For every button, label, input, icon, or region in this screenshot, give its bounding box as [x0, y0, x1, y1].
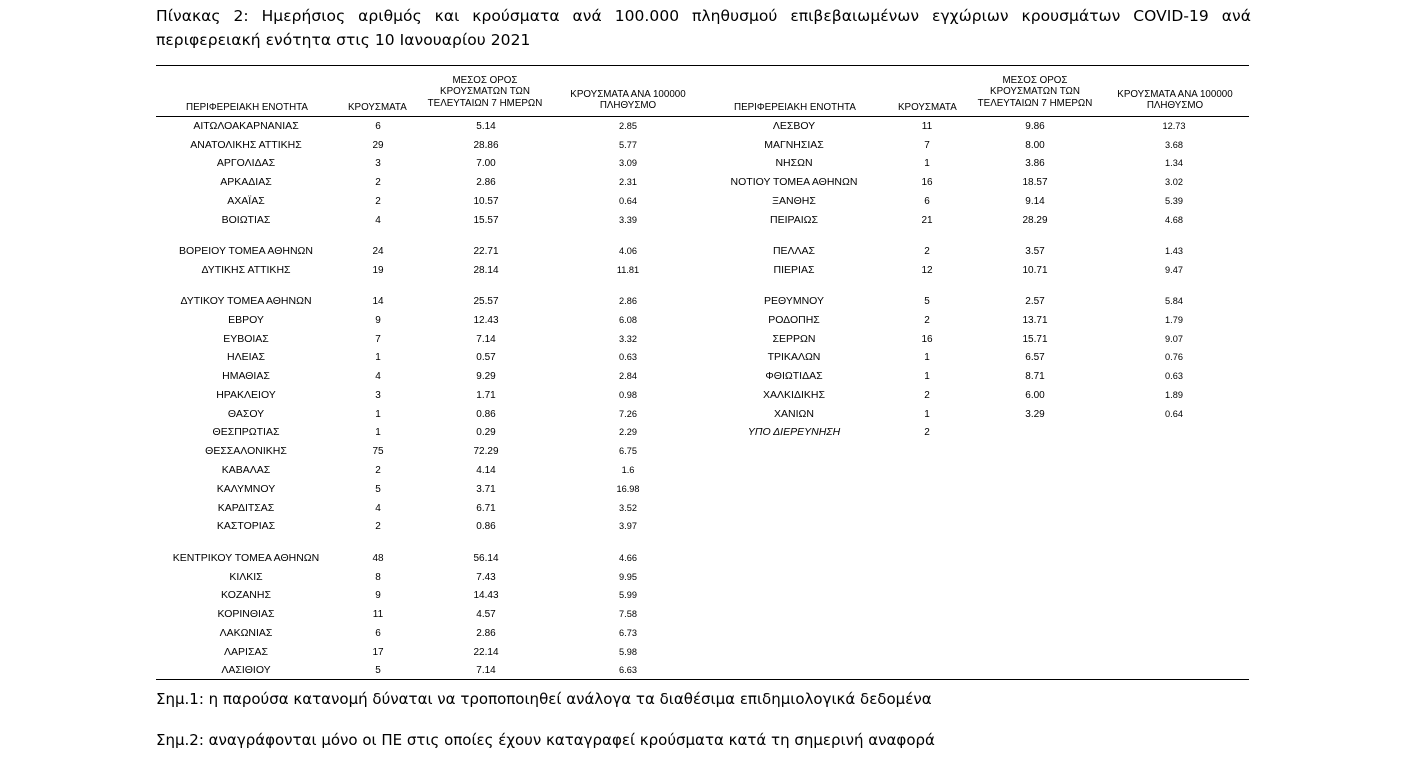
avg-cell: 56.14: [473, 553, 499, 564]
region-cell: ΞΑΝΘΗΣ: [772, 195, 816, 207]
header-per100k-line: ΠΛΗΘΥΣΜΟ: [1146, 100, 1204, 112]
cases-cell: 2: [924, 390, 930, 401]
cases-cell: 5: [924, 296, 930, 307]
cases-cell: 2: [375, 196, 381, 207]
per100k-cell: 1.43: [1165, 246, 1183, 256]
per100k-cell: 4.66: [619, 553, 637, 563]
cases-cell: 11: [921, 121, 933, 132]
region-cell: ΒΟΙΩΤΙΑΣ: [221, 214, 271, 226]
cases-cell: 4: [375, 215, 381, 226]
per100k-cell: 9.07: [1165, 334, 1183, 344]
header-avg-line: ΤΕΛΕΥΤΑΙΩΝ 7 ΗΜΕΡΩΝ: [977, 97, 1093, 109]
cases-cell: 4: [375, 503, 381, 514]
region-cell: ΑΙΤΩΛΟΑΚΑΡΝΑΝΙΑΣ: [193, 120, 299, 132]
avg-cell: 6.57: [1025, 352, 1045, 363]
cases-cell: 1: [924, 158, 930, 169]
avg-cell: 3.86: [1025, 158, 1045, 169]
per100k-cell: 0.64: [1165, 409, 1183, 419]
cases-cell: 11: [372, 609, 384, 620]
per100k-cell: 5.77: [619, 140, 637, 150]
avg-cell: 72.29: [473, 446, 499, 457]
header-avg: [975, 75, 1095, 109]
per100k-cell: 1.79: [1165, 315, 1183, 325]
region-cell: ΗΜΑΘΙΑΣ: [222, 370, 270, 382]
per100k-cell: 3.09: [619, 158, 637, 168]
per100k-cell: 0.76: [1165, 352, 1183, 362]
avg-cell: 10.71: [1022, 265, 1048, 276]
avg-cell: 3.71: [476, 484, 496, 495]
region-cell: ΔΥΤΙΚΗΣ ΑΤΤΙΚΗΣ: [201, 264, 291, 276]
region-cell: ΚΑΡΔΙΤΣΑΣ: [217, 502, 275, 514]
avg-cell: 0.86: [476, 521, 496, 532]
cases-cell: 6: [375, 121, 381, 132]
header-cases: ΚΡΟΥΣΜΑΤΑ: [348, 102, 407, 113]
per100k-cell: 5.99: [619, 590, 637, 600]
per100k-cell: 2.29: [619, 427, 637, 437]
avg-cell: 7.14: [476, 665, 496, 676]
per100k-cell: 2.84: [619, 371, 637, 381]
region-cell: ΗΡΑΚΛΕΙΟΥ: [216, 389, 276, 401]
per100k-cell: 0.63: [1165, 371, 1183, 381]
avg-cell: 22.14: [473, 647, 499, 658]
avg-cell: 28.29: [1022, 215, 1048, 226]
header-cases: ΚΡΟΥΣΜΑΤΑ: [898, 102, 957, 113]
cases-cell: 3: [375, 158, 381, 169]
per100k-cell: 1.34: [1165, 158, 1183, 168]
per100k-cell: 3.97: [619, 521, 637, 531]
avg-cell: 7.00: [476, 158, 496, 169]
cases-cell: 16: [921, 334, 933, 345]
per100k-cell: 7.26: [619, 409, 637, 419]
region-cell: ΚΕΝΤΡΙΚΟΥ ΤΟΜΕΑ ΑΘΗΝΩΝ: [172, 552, 320, 564]
header-avg-line: ΚΡΟΥΣΜΑΤΩΝ ΤΩΝ: [440, 86, 530, 98]
cases-cell: 8: [375, 572, 381, 583]
region-cell: ΤΡΙΚΑΛΩΝ: [767, 351, 821, 363]
cases-cell: 2: [924, 427, 930, 438]
avg-cell: 14.43: [473, 590, 499, 601]
header-avg-line: ΜΕΣΟΣ ΟΡΟΣ: [452, 75, 518, 86]
region-cell: ΝΟΤΙΟΥ ΤΟΜΕΑ ΑΘΗΝΩΝ: [730, 176, 858, 188]
region-cell: ΘΑΣΟΥ: [227, 408, 265, 420]
cases-cell: 1: [375, 352, 381, 363]
region-cell: ΠΙΕΡΙΑΣ: [773, 264, 815, 276]
region-cell: ΗΛΕΙΑΣ: [226, 351, 266, 363]
per100k-cell: 0.64: [619, 196, 637, 206]
per100k-cell: 0.63: [619, 352, 637, 362]
region-cell: ΧΑΛΚΙΔΙΚΗΣ: [763, 389, 825, 401]
header-region: ΠΕΡΙΦΕΡΕΙΑΚΗ ΕΝΟΤΗΤΑ: [734, 102, 856, 113]
avg-cell: 6.00: [1025, 390, 1045, 401]
per100k-cell: 1.6: [621, 465, 635, 475]
per100k-cell: 0.98: [619, 390, 637, 400]
cases-cell: 7: [924, 140, 930, 151]
avg-cell: 13.71: [1022, 315, 1048, 326]
per100k-cell: 9.95: [619, 572, 637, 582]
region-cell: ΚΑΛΥΜΝΟΥ: [216, 483, 276, 495]
avg-cell: 15.71: [1022, 334, 1048, 345]
note-2: Σημ.2: αναγράφονται μόνο οι ΠΕ στις οποίες έχουν καταγραφεί κρούσματα κατά τη σημερινή αναφορά: [156, 731, 935, 749]
region-cell: ΛΑΚΩΝΙΑΣ: [219, 627, 273, 639]
per100k-cell: 3.02: [1165, 177, 1183, 187]
cases-cell: 24: [372, 246, 384, 257]
avg-cell: 8.00: [1025, 140, 1045, 151]
header-per100k: [558, 89, 698, 112]
cases-cell: 2: [375, 177, 381, 188]
region-cell: ΜΑΓΝΗΣΙΑΣ: [764, 139, 824, 151]
region-cell: ΑΡΓΟΛΙΔΑΣ: [216, 157, 276, 169]
cases-cell: 2: [924, 315, 930, 326]
cases-cell: 12: [921, 265, 933, 276]
region-cell: ΘΕΣΠΡΩΤΙΑΣ: [212, 426, 280, 438]
avg-cell: 1.71: [476, 390, 496, 401]
cases-cell: 3: [375, 390, 381, 401]
avg-cell: 4.14: [476, 465, 496, 476]
avg-cell: 7.14: [476, 334, 496, 345]
region-cell: ΡΟΔΟΠΗΣ: [768, 314, 820, 326]
cases-cell: 2: [924, 246, 930, 257]
cases-cell: 21: [921, 215, 933, 226]
region-cell: ΕΥΒΟΙΑΣ: [223, 333, 269, 345]
region-cell: ΚΟΖΑΝΗΣ: [221, 589, 271, 601]
avg-cell: 9.29: [476, 371, 496, 382]
cases-cell: 2: [375, 521, 381, 532]
avg-cell: 7.43: [476, 572, 496, 583]
avg-cell: 15.57: [473, 215, 499, 226]
region-cell: ΔΥΤΙΚΟΥ ΤΟΜΕΑ ΑΘΗΝΩΝ: [180, 295, 312, 307]
cases-cell: 75: [372, 446, 384, 457]
avg-cell: 22.71: [473, 246, 499, 257]
avg-cell: 6.71: [476, 503, 496, 514]
avg-cell: 9.14: [1025, 196, 1045, 207]
avg-cell: 3.29: [1025, 409, 1045, 420]
avg-cell: 2.86: [476, 628, 496, 639]
region-cell: ΛΕΣΒΟΥ: [772, 120, 816, 132]
avg-cell: 4.57: [476, 609, 496, 620]
cases-cell: 5: [375, 665, 381, 676]
region-cell: ΠΕΛΛΑΣ: [772, 245, 816, 257]
cases-cell: 1: [924, 371, 930, 382]
region-cell: ΦΘΙΩΤΙΔΑΣ: [765, 370, 823, 382]
per100k-cell: 4.68: [1165, 215, 1183, 225]
header-per100k-line: ΚΡΟΥΣΜΑΤΑ ΑΝΑ 100000: [570, 89, 686, 100]
cases-cell: 2: [375, 465, 381, 476]
per100k-cell: 4.06: [619, 246, 637, 256]
cases-cell: 7: [375, 334, 381, 345]
table-top-rule: [156, 65, 1249, 66]
per100k-cell: 6.08: [619, 315, 637, 325]
header-per100k-line: ΚΡΟΥΣΜΑΤΑ ΑΝΑ 100000: [1117, 89, 1233, 100]
avg-cell: 9.86: [1025, 121, 1045, 132]
avg-cell: 2.57: [1025, 296, 1045, 307]
table-bottom-rule: [156, 679, 1249, 680]
region-cell: ΒΟΡΕΙΟΥ ΤΟΜΕΑ ΑΘΗΝΩΝ: [179, 245, 313, 257]
per100k-cell: 9.47: [1165, 265, 1183, 275]
avg-cell: 5.14: [476, 121, 496, 132]
per100k-cell: 3.39: [619, 215, 637, 225]
header-per100k: [1105, 89, 1245, 112]
region-cell: ΚΑΣΤΟΡΙΑΣ: [216, 520, 276, 532]
cases-cell: 9: [375, 590, 381, 601]
avg-cell: 0.57: [476, 352, 496, 363]
cases-cell: 4: [375, 371, 381, 382]
per100k-cell: 7.58: [619, 609, 637, 619]
cases-cell: 19: [372, 265, 384, 276]
cases-cell: 14: [372, 296, 384, 307]
avg-cell: 10.57: [473, 196, 499, 207]
header-avg-line: ΚΡΟΥΣΜΑΤΩΝ ΤΩΝ: [990, 86, 1080, 98]
per100k-cell: 12.73: [1162, 121, 1186, 131]
cases-cell: 9: [375, 315, 381, 326]
cases-cell: 17: [372, 647, 384, 658]
region-cell: ΧΑΝΙΩΝ: [774, 408, 814, 420]
header-avg-line: ΜΕΣΟΣ ΟΡΟΣ: [1002, 75, 1068, 86]
avg-cell: 0.29: [476, 427, 496, 438]
per100k-cell: 16.98: [616, 484, 640, 494]
per100k-cell: 3.52: [619, 503, 637, 513]
cases-cell: 1: [924, 409, 930, 420]
avg-cell: 28.14: [473, 265, 499, 276]
region-cell: ΛΑΣΙΘΙΟΥ: [221, 664, 271, 676]
cases-cell: 5: [375, 484, 381, 495]
avg-cell: 18.57: [1022, 177, 1048, 188]
header-region: ΠΕΡΙΦΕΡΕΙΑΚΗ ΕΝΟΤΗΤΑ: [186, 102, 308, 113]
region-cell: ΝΗΣΩΝ: [775, 157, 813, 169]
avg-cell: 2.86: [476, 177, 496, 188]
region-cell: ΑΧΑΪΑΣ: [227, 195, 265, 207]
cases-cell: 1: [375, 409, 381, 420]
region-cell: ΣΕΡΡΩΝ: [772, 333, 816, 345]
per100k-cell: 2.85: [619, 121, 637, 131]
per100k-cell: 5.98: [619, 647, 637, 657]
avg-cell: 8.71: [1025, 371, 1045, 382]
cases-cell: 6: [375, 628, 381, 639]
avg-cell: 0.86: [476, 409, 496, 420]
per100k-cell: 2.31: [619, 177, 637, 187]
per100k-cell: 1.89: [1165, 390, 1183, 400]
avg-cell: 3.57: [1025, 246, 1045, 257]
cases-cell: 16: [921, 177, 933, 188]
avg-cell: 25.57: [473, 296, 499, 307]
per100k-cell: 6.75: [619, 446, 637, 456]
header-per100k-line: ΠΛΗΘΥΣΜΟ: [599, 100, 657, 112]
region-cell: ΘΕΣΣΑΛΟΝΙΚΗΣ: [205, 445, 287, 457]
region-cell: ΚΟΡΙΝΘΙΑΣ: [217, 608, 275, 620]
region-cell: ΕΒΡΟΥ: [228, 314, 264, 326]
per100k-cell: 6.63: [619, 665, 637, 675]
per100k-cell: 11.81: [616, 265, 640, 275]
region-cell: ΑΝΑΤΟΛΙΚΗΣ ΑΤΤΙΚΗΣ: [190, 139, 302, 151]
table-header-rule: [156, 116, 1249, 117]
region-cell: ΛΑΡΙΣΑΣ: [224, 646, 268, 658]
region-cell: ΚΑΒΑΛΑΣ: [221, 464, 271, 476]
cases-cell: 48: [372, 553, 384, 564]
region-cell: ΥΠΟ ΔΙΕΡΕΥΝΗΣΗ: [747, 426, 841, 438]
cases-cell: 29: [372, 140, 384, 151]
region-cell: ΡΕΘΥΜΝΟΥ: [763, 295, 825, 307]
avg-cell: 28.86: [473, 140, 499, 151]
cases-cell: 1: [375, 427, 381, 438]
table-title: Πίνακας 2: Ημερήσιος αριθμός και κρούσματα ανά 100.000 πληθυσμού επιβεβαιωμένων εγχώριων κρουσμάτων COVID-19 ανά περιφερειακή ενότητα στις 10 Ιανουαρίου 2021: [156, 7, 1251, 49]
region-cell: ΠΕΙΡΑΙΩΣ: [770, 214, 818, 226]
header-avg: [424, 75, 546, 109]
per100k-cell: 5.39: [1165, 196, 1183, 206]
region-cell: ΚΙΛΚΙΣ: [229, 571, 263, 583]
per100k-cell: 5.84: [1165, 296, 1183, 306]
per100k-cell: 6.73: [619, 628, 637, 638]
cases-cell: 6: [924, 196, 930, 207]
avg-cell: 12.43: [473, 315, 499, 326]
per100k-cell: 2.86: [619, 296, 637, 306]
header-avg-line: ΤΕΛΕΥΤΑΙΩΝ 7 ΗΜΕΡΩΝ: [427, 97, 543, 109]
region-cell: ΑΡΚΑΔΙΑΣ: [220, 176, 272, 188]
note-1: Σημ.1: η παρούσα κατανομή δύναται να τροποποιηθεί ανάλογα τα διαθέσιμα επιδημιολογικά δεδομένα: [156, 690, 932, 708]
cases-cell: 1: [924, 352, 930, 363]
per100k-cell: 3.68: [1165, 140, 1183, 150]
per100k-cell: 3.32: [619, 334, 637, 344]
